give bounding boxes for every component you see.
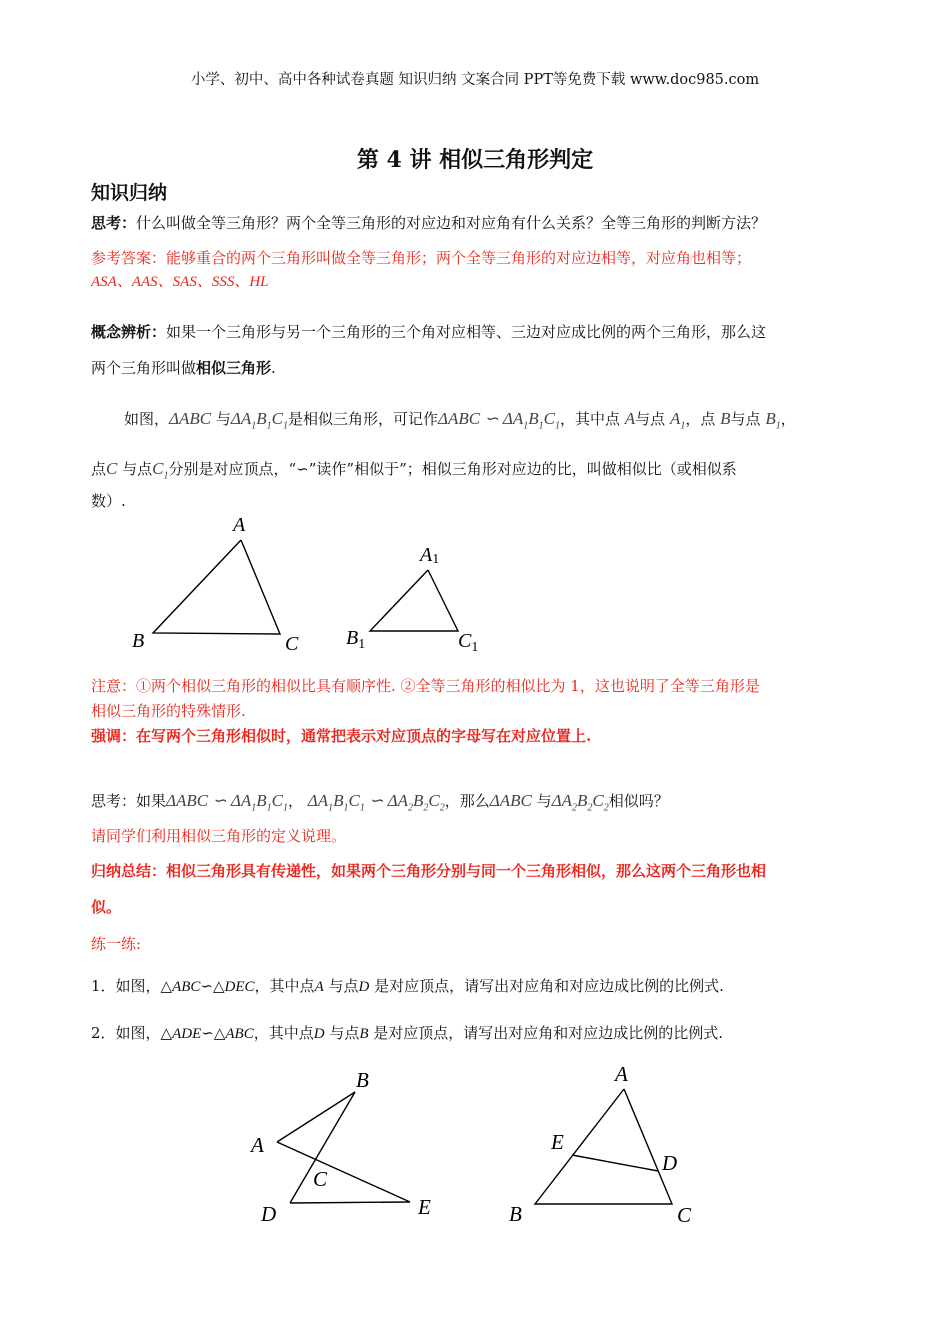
concept-label: 概念辨析：: [91, 323, 167, 341]
label-c: C: [285, 633, 299, 655]
q2-abc: ABC: [225, 1026, 254, 1042]
q2-text: 与点: [324, 1024, 360, 1042]
label-d: D: [261, 1202, 277, 1226]
reference-answer-line1: 参考答案：能够重合的两个三角形叫做全等三角形；两个全等三角形的对应边相等，对应角也相等；: [91, 249, 752, 267]
example-text: 与: [215, 410, 231, 428]
label-e: E: [551, 1130, 564, 1154]
math-triangle-abc: ΔABC: [489, 791, 532, 810]
think-label: 思考：: [91, 214, 137, 232]
example-line2: [91, 458, 737, 481]
math-triangle-a2b2c2: $\Delta A_2B_2C_2$: [551, 791, 609, 814]
example-line3: 数）.: [91, 492, 126, 510]
example-text: ，点: [685, 410, 716, 428]
practice-heading: 练一练:: [91, 935, 142, 953]
triangle-a1b1c1: [370, 570, 458, 631]
q2-text: 2．如图，△: [91, 1024, 173, 1042]
label-a: A: [615, 1062, 628, 1086]
example-text: 点: [91, 460, 107, 478]
concept-line2: [91, 357, 276, 378]
example-text: ，其中点: [559, 410, 620, 428]
math-point-b1: $B_1$: [765, 409, 781, 432]
label-a1: A1: [420, 544, 440, 567]
example-text: ，: [780, 410, 796, 428]
label-c: C: [313, 1167, 328, 1191]
page-header: 小学、初中、高中各种试卷真题 知识归纳 文案合同 PPT等免费下载 www.doc985.com: [190, 72, 760, 88]
lesson-title: 第 4 讲 相似三角形判定: [356, 147, 594, 173]
math-point-a: A: [624, 409, 636, 428]
label-c1: $C_1$: [458, 630, 479, 655]
emphasis: 强调：在写两个三角形相似时，通常把表示对应顶点的字母写在对应位置上.: [91, 727, 592, 745]
figure-q1-triangles: [240, 1060, 450, 1230]
q1-text: 是对应顶点，请写出对应角和对应边成比例的比例式.: [369, 977, 724, 995]
note-line2: 相似三角形的特殊情形.: [91, 702, 246, 720]
request-text: 请同学们利用相似三角形的定义说理。: [91, 827, 347, 845]
summary-line1: 归纳总结：相似三角形具有传递性，如果两个三角形分别与同一个三角形相似，那么这两个三角形也相: [91, 862, 767, 880]
label-a: A: [233, 514, 246, 536]
label-b: B: [356, 1068, 369, 1092]
example-text: 如图，: [124, 410, 170, 428]
math-triangle-abc: ΔABC: [169, 409, 212, 428]
q2-point-d: D: [313, 1026, 325, 1042]
term-similar-triangles: 相似三角形: [196, 359, 272, 377]
segment-ed: [572, 1155, 658, 1171]
think2-text: 相似吗？: [608, 792, 669, 810]
example-text: 是相似三角形，可记作: [288, 410, 439, 428]
math-similarity-statement: ΔABC ∽ $\Delta A_1B_1C_1$: [438, 409, 560, 432]
figure-similar-triangles: [120, 510, 500, 660]
note-line1: 注意：①两个相似三角形的相似比具有顺序性. ②全等三角形的相似比为 1，这也说明了全等三角形是: [91, 677, 760, 695]
concept-line1: [91, 321, 766, 342]
think2-text: 思考：如果: [91, 792, 167, 810]
reference-answer-line2: ASA、AAS、SAS、SSS、HL: [91, 274, 269, 290]
label-c: C: [677, 1203, 692, 1227]
label-a: A: [251, 1133, 264, 1157]
q1-text: 与点: [323, 977, 359, 995]
concept-line2-text: 两个三角形叫做: [91, 359, 197, 377]
label-e: E: [418, 1195, 431, 1219]
q2-point-b: B: [359, 1026, 369, 1042]
concept-line2-end: .: [271, 359, 276, 377]
math-point-c1: $C_1$: [152, 459, 169, 482]
q1-dec: DEC: [224, 979, 255, 995]
segment-de: [290, 1202, 410, 1203]
q1-point-a: A: [314, 979, 324, 995]
section-heading: 知识归纳: [91, 182, 168, 204]
label-b: B: [132, 630, 145, 652]
think-question-1: [91, 212, 766, 233]
math-a1b1c1-sim-a2b2c2: $\Delta A_1B_1C_1$ ∽ $\Delta A_2B_2C_2$: [307, 791, 445, 814]
think-question-2: [91, 790, 669, 813]
example-text: 分别是对应顶点，“∽”读作”相似于”；相似三角形对应边的比，叫做相似比（或相似系: [168, 460, 737, 478]
segment-ab: [277, 1092, 355, 1142]
q2-text: 是对应顶点，请写出对应角和对应边成比例的比例式.: [368, 1024, 724, 1042]
question-2: [91, 1022, 723, 1043]
think-text: 什么叫做全等三角形？两个全等三角形的对应边和对应角有什么关系？全等三角形的判断方法？: [136, 214, 767, 232]
q1-text: ，其中点: [254, 977, 315, 995]
q1-point-d: D: [358, 979, 370, 995]
question-1: [91, 975, 724, 996]
q2-text: ∽△: [201, 1024, 226, 1042]
example-text: 与点: [122, 460, 153, 478]
q2-ade: ADE: [172, 1026, 202, 1042]
think2-comma: ，: [287, 792, 303, 810]
think2-text: 与: [536, 792, 552, 810]
think2-text: ，那么: [444, 792, 490, 810]
segment-ae: [277, 1142, 410, 1202]
math-point-b: B: [720, 409, 731, 428]
q1-text: 1．如图，△: [91, 977, 173, 995]
math-point-c: C: [106, 459, 118, 478]
q2-text: ，其中点: [253, 1024, 314, 1042]
q1-abc: ABC: [172, 979, 201, 995]
math-point-a1: $A_1$: [669, 409, 686, 432]
q1-text: ∽△: [200, 977, 225, 995]
figure-q2-triangles: [500, 1060, 710, 1235]
label-d: D: [662, 1151, 678, 1175]
concept-text: 如果一个三角形与另一个三角形的三个角对应相等、三边对应成比例的两个三角形，那么这: [166, 323, 767, 341]
math-abc-sim-a1b1c1: ΔABC ∽ $\Delta A_1B_1C_1$: [166, 791, 288, 814]
example-text: 与点: [635, 410, 666, 428]
example-line1: [124, 408, 796, 431]
triangle-abc: [153, 540, 280, 634]
math-triangle-a1b1c1: $\Delta A_1B_1C_1$: [230, 409, 289, 432]
label-b: B: [509, 1202, 522, 1226]
example-text: 与点: [730, 410, 761, 428]
summary-line2: 似。: [91, 898, 122, 916]
label-b1: $B_1$: [346, 627, 366, 652]
